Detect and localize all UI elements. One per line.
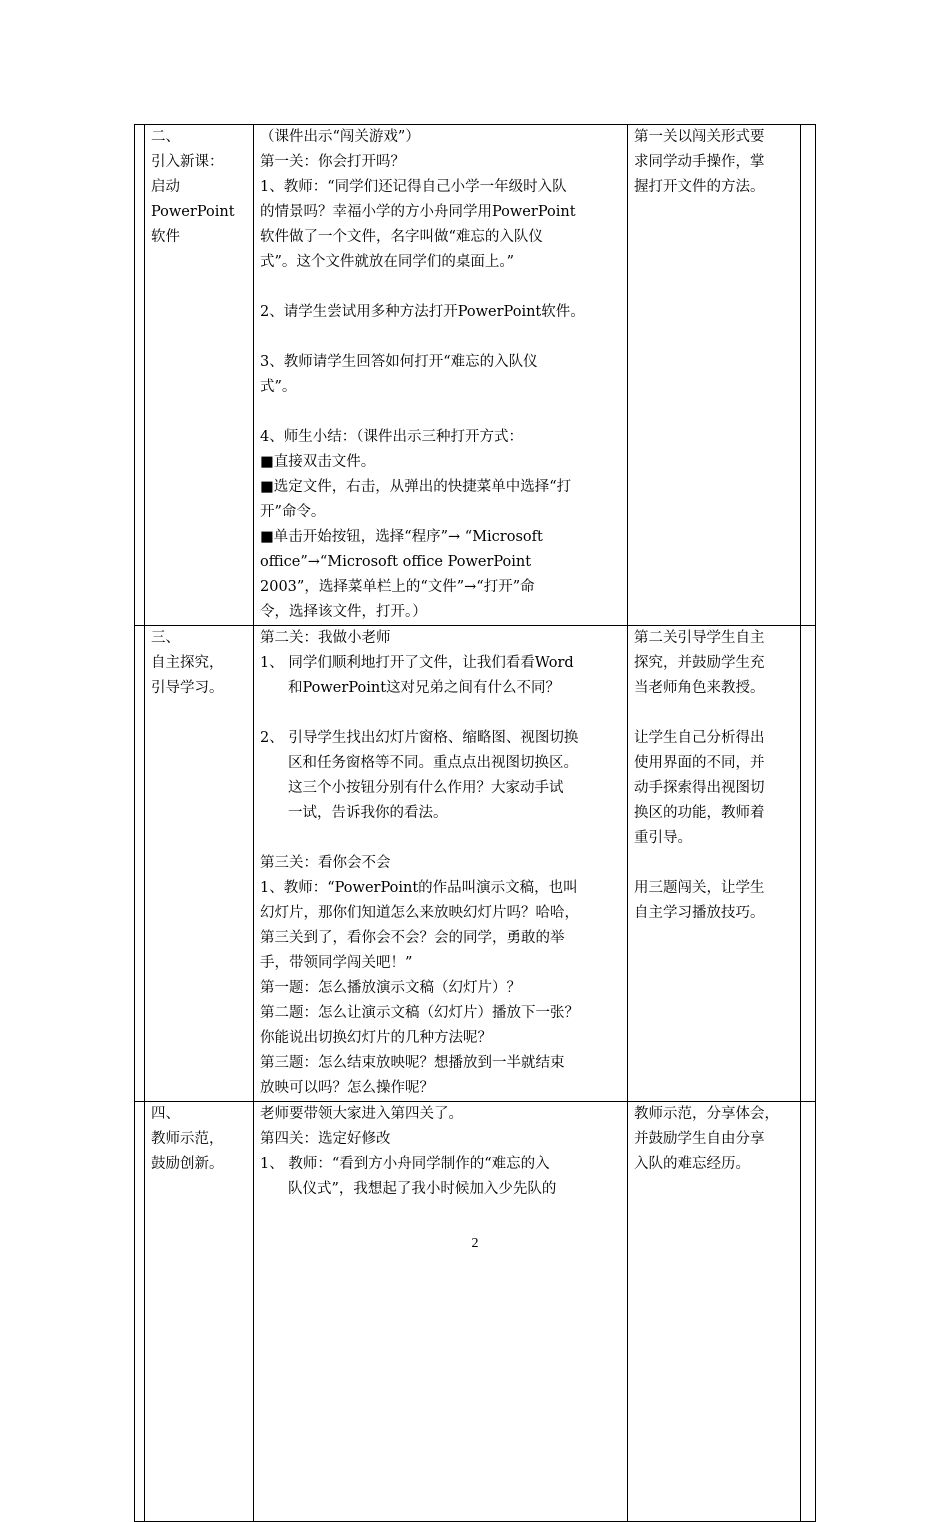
text-line: 二、 [151,129,180,145]
text-line: （课件出示“闯关游戏”） [260,129,420,145]
text-line: 自主探究， [151,655,224,671]
text-line: 一试，告诉我你的看法。 [288,805,448,821]
text-line: 软件 [151,229,180,245]
text-line: 求同学动手操作，掌 [634,154,765,170]
text-line: office”→“Microsoft office PowerPoint [260,554,532,570]
text-line [634,851,796,876]
text-line: 你能说出切换幻灯片的几种方法呢？ [260,1030,492,1046]
text-line: 用三题闯关，让学生 [634,880,765,896]
text-line: 式”。这个文件就放在同学们的桌面上。” [260,254,515,270]
table-row [135,125,816,626]
stage-cell [145,125,254,626]
text-line: 入队的难忘经历。 [634,1156,750,1172]
text-line: 1、 同学们顺利地打开了文件，让我们看看Word [260,655,574,671]
text-line: 软件做了一个文件，名字叫做“难忘的入队仪 [260,229,543,245]
text-line: 四、 [151,1106,180,1122]
stage-cell [145,626,254,1102]
text-line: 1、教师：“同学们还记得自己小学一年级时入队 [260,179,567,195]
text-line: 开”命令。 [260,504,326,520]
text-line: 3、教师请学生回答如何打开“难忘的入队仪 [260,354,538,370]
text-line: ■直接双击文件。 [260,454,376,470]
stage-cell [145,1102,254,1522]
intent-cell [628,125,801,626]
text-line [260,400,623,425]
text-line [260,826,623,851]
activity-cell [254,125,628,626]
text-line: 幻灯片，那你们知道怎么来放映幻灯片吗？哈哈， [260,905,579,921]
text-line: 三、 [151,630,180,646]
activity-cell [254,1102,628,1522]
text-line: 队仪式”，我想起了我小时候加入少先队的 [288,1181,557,1197]
text-line: 第二关：我做小老师 [260,630,391,646]
text-line: 自主学习播放技巧。 [634,905,765,921]
left-margin-cell [135,125,145,626]
text-line: 第三关到了，看你会不会？会的同学，勇敢的举 [260,930,565,946]
text-line: 的情景吗？幸福小学的方小舟同学用PowerPoint [260,204,576,220]
text-line: 引导学习。 [151,680,224,696]
text-line [260,325,623,350]
text-line: 教师示范， [151,1131,224,1147]
text-line [634,701,796,726]
text-line: 式”。 [260,379,297,395]
text-line: 这三个小按钮分别有什么作用？大家动手试 [288,780,564,796]
right-margin-cell [801,1102,816,1522]
text-line: ■单击开始按钮，选择“程序”→ “Microsoft [260,529,543,545]
text-line: PowerPoint [151,204,235,220]
lesson-plan-table [134,124,816,1522]
text-line [260,275,623,300]
activity-cell [254,626,628,1102]
text-line: 探究，并鼓励学生充 [634,655,765,671]
right-margin-cell [801,626,816,1102]
text-line: 第一关以闯关形式要 [634,129,765,145]
text-line: 第二题：怎么让演示文稿（幻灯片）播放下一张？ [260,1005,579,1021]
left-margin-cell [135,626,145,1102]
text-line: 教师示范，分享体会， [634,1106,779,1122]
right-margin-cell [801,125,816,626]
text-line: 换区的功能，教师着 [634,805,765,821]
text-line: 握打开文件的方法。 [634,179,765,195]
text-line: 第一关：你会打开吗？ [260,154,405,170]
text-line: 第三题：怎么结束放映呢？想播放到一半就结束 [260,1055,565,1071]
text-line: 启动 [151,179,180,195]
text-line: 放映可以吗？怎么操作呢？ [260,1080,434,1096]
intent-cell [628,1102,801,1522]
text-line [260,701,623,726]
text-line: 第三关：看你会不会 [260,855,391,871]
text-line: 第一题：怎么播放演示文稿（幻灯片）？ [260,980,521,996]
text-line: 重引导。 [634,830,692,846]
text-line: 让学生自己分析得出 [634,730,765,746]
text-line: 2003”，选择菜单栏上的“文件”→“打开”命 [260,579,535,595]
text-line: 1、 教师：“看到方小舟同学制作的“难忘的入 [260,1156,550,1172]
text-line: 手，带领同学闯关吧！” [260,955,413,971]
text-line: 1、教师：“PowerPoint的作品叫演示文稿，也叫 [260,880,578,896]
text-line: 动手探索得出视图切 [634,780,765,796]
text-line: 和PowerPoint这对兄弟之间有什么不同？ [288,680,561,696]
text-line: ■选定文件，右击，从弹出的快捷菜单中选择“打 [260,479,572,495]
intent-cell [628,626,801,1102]
table-row [135,1102,816,1522]
text-line: 当老师角色来教授。 [634,680,765,696]
text-line: 第四关：选定好修改 [260,1131,391,1147]
page-number: 2 [471,1236,479,1251]
text-line: 令，选择该文件，打开。） [260,604,427,620]
text-line: 第二关引导学生自主 [634,630,765,646]
text-line: 引入新课： [151,154,224,170]
text-line: 使用界面的不同，并 [634,755,765,771]
table-row [135,626,816,1102]
text-line: 4、师生小结：（课件出示三种打开方式： [260,429,523,445]
left-margin-cell [135,1102,145,1522]
text-line: 2、请学生尝试用多种方法打开PowerPoint软件。 [260,304,585,320]
text-line: 并鼓励学生自由分享 [634,1131,765,1147]
text-line: 2、 引导学生找出幻灯片窗格、缩略图、视图切换 [260,730,579,746]
text-line: 区和任务窗格等不同。重点点出视图切换区。 [288,755,578,771]
text-line: 老师要带领大家进入第四关了。 [260,1106,463,1122]
text-line: 鼓励创新。 [151,1156,224,1172]
